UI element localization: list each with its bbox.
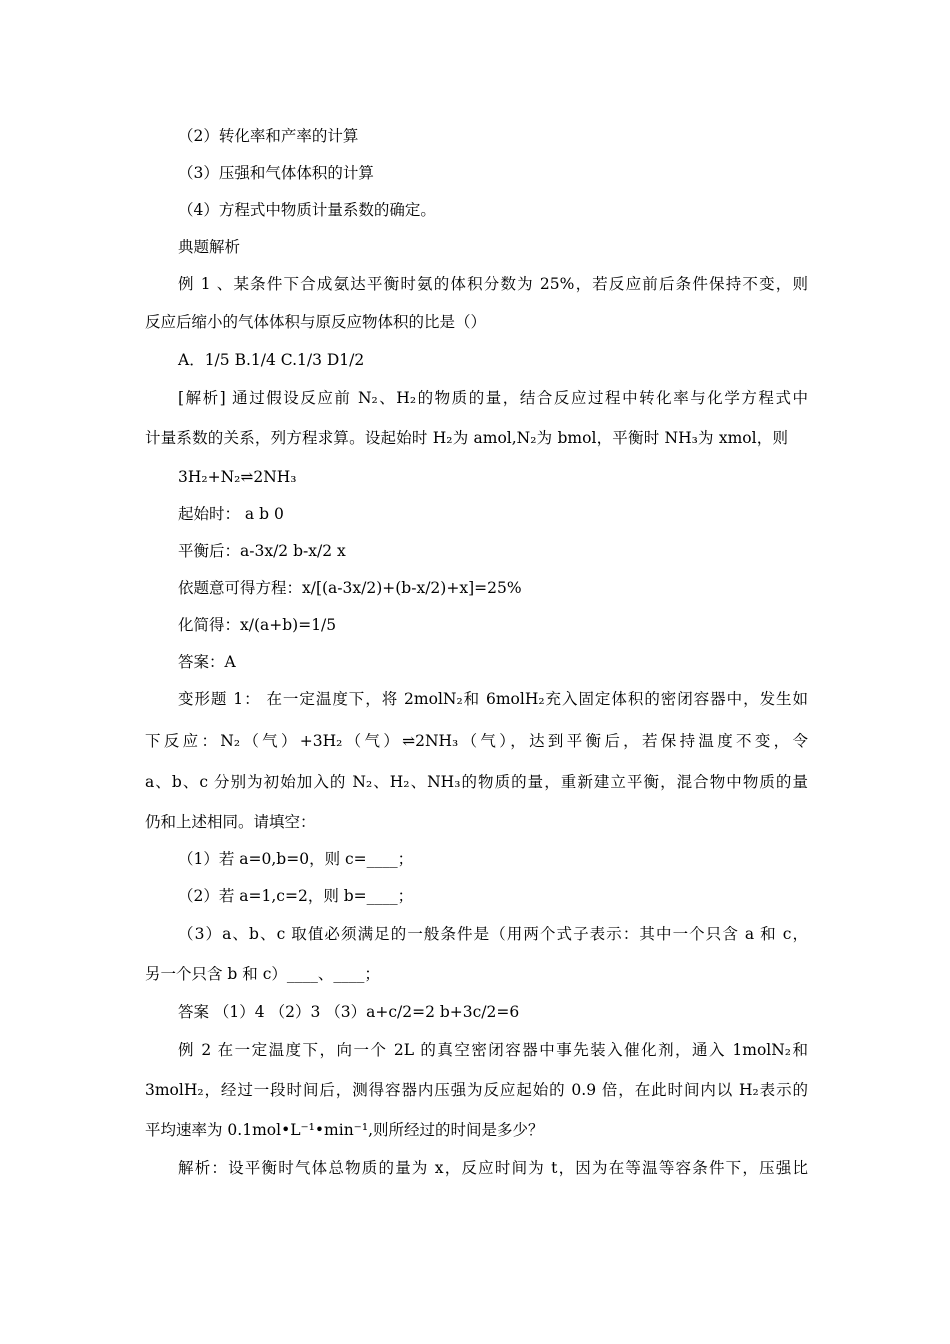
example1-answer: 答案：A	[178, 653, 236, 671]
variant1-part2: （2）若 a=1,c=2，则 b=____；	[178, 887, 414, 905]
variant1-question-cont3: 仍和上述相同。请填空：	[145, 813, 316, 831]
example2-question: 例 2 在一定温度下，向一个 2L 的真空密闭容器中事先装入催化剂，通入 1molN₂和	[178, 1041, 808, 1059]
example2-question-cont2: 平均速率为 0.1mol•L⁻¹•min⁻¹,则所经过的时间是多少？	[145, 1121, 544, 1139]
initial-amounts: 起始时： a b 0	[178, 505, 284, 523]
variant1-question-cont2: a、b、c 分别为初始加入的 N₂、H₂、NH₃的物质的量，重新建立平衡，混合物中物质的量	[145, 773, 808, 791]
variant1-part1: （1）若 a=0,b=0，则 c=____；	[178, 850, 414, 868]
reaction-equation: 3H₂+N₂⇌2NH₃	[178, 468, 297, 486]
example1-question: 例 1 、某条件下合成氨达平衡时氨的体积分数为 25%，若反应前后条件保持不变，则	[178, 275, 808, 293]
equilibrium-amounts: 平衡后：a-3x/2 b-x/2 x	[178, 542, 346, 560]
example2-analysis: 解析：设平衡时气体总物质的量为 x，反应时间为 t，因为在等温等容条件下，压强比	[178, 1159, 808, 1177]
example1-analysis: [解析] 通过假设反应前 N₂、H₂的物质的量，结合反应过程中转化率与化学方程式中	[178, 389, 808, 407]
list-item-3: （3）压强和气体体积的计算	[178, 164, 374, 182]
variant1-question-cont: 下反应：N₂（气）+3H₂（气）⇌2NH₃（气），达到平衡后，若保持温度不变，令	[145, 732, 808, 750]
example1-options: A．1/5 B.1/4 C.1/3 D1/2	[178, 351, 365, 369]
section-heading: 典题解析	[178, 238, 241, 256]
variant1-part3: （3）a、b、c 取值必须满足的一般条件是（用两个式子表示：其中一个只含 a 和 c，	[178, 925, 808, 943]
variant1-part3-cont: 另一个只含 b 和 c）____、____；	[145, 965, 380, 983]
variant1-answer: 答案 （1）4 （2）3 （3）a+c/2=2 b+3c/2=6	[178, 1003, 520, 1021]
equation-setup: 依题意可得方程：x/[(a-3x/2)+(b-x/2)+x]=25%	[178, 579, 522, 597]
list-item-4: （4）方程式中物质计量系数的确定。	[178, 201, 436, 219]
example1-analysis-cont: 计量系数的关系，列方程求算。设起始时 H₂为 amol,N₂为 bmol，平衡时 NH₃为 xmol，则	[145, 429, 788, 447]
variant1-question: 变形题 1： 在一定温度下，将 2molN₂和 6molH₂充入固定体积的密闭容器中，发生如	[178, 690, 808, 708]
simplified-result: 化简得：x/(a+b)=1/5	[178, 616, 337, 634]
list-item-2: （2）转化率和产率的计算	[178, 127, 359, 145]
example2-question-cont: 3molH₂，经过一段时间后，测得容器内压强为反应起始的 0.9 倍，在此时间内以 H₂表示的	[145, 1081, 808, 1099]
example1-question-cont: 反应后缩小的气体体积与原反应物体积的比是（）	[145, 313, 487, 331]
